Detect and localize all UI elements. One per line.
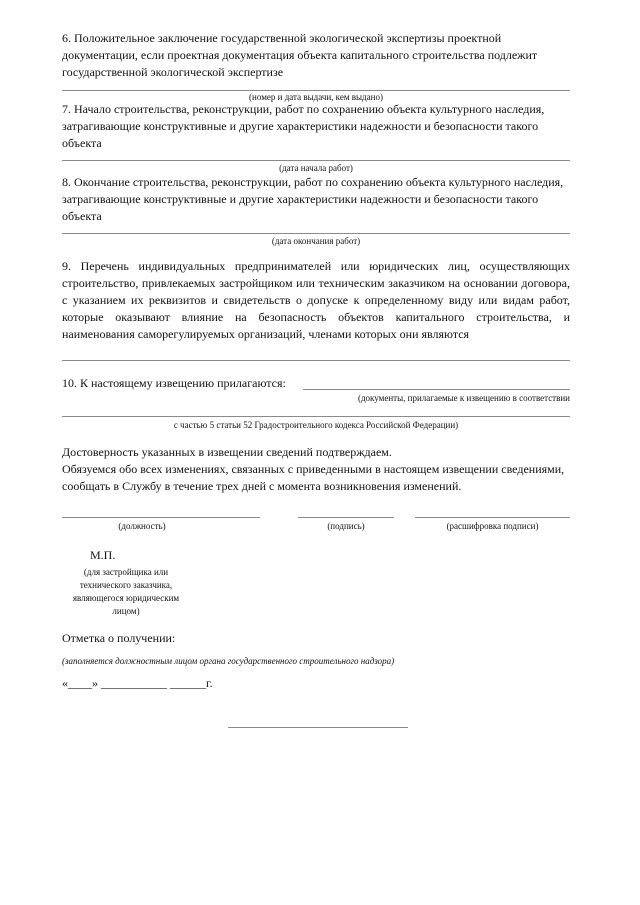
position-line (62, 517, 260, 518)
position-caption: (должность) (118, 521, 166, 531)
item9-line (62, 360, 570, 361)
item10-caption2: с частью 5 статьи 52 Градостроительного кодекса Российской Федерации) (173, 420, 459, 430)
item7-text: 7. Начало строительства, реконструкции, работ по сохранению объекта культурного наследия, затрагивающие конструктивные и другие характеристики надежности и безопасности такого объекта (62, 102, 545, 150)
sign-line (298, 517, 394, 518)
bottom-divider (228, 727, 408, 728)
receipt-date-line: «____» ___________ ______г. (62, 676, 213, 690)
receipt-title: Отметка о получении: (62, 631, 176, 645)
decode-caption: (расшифровка подписи) (446, 521, 539, 531)
item7-caption: (дата начала работ) (279, 163, 353, 173)
receipt-note: (заполняется должностным лицом органа государственного строительного надзора) (62, 656, 395, 666)
item6-line (62, 90, 570, 91)
item6-caption: (номер и дата выдачи, кем выдано) (249, 92, 383, 102)
item8-line (62, 233, 570, 234)
item7-line (62, 160, 570, 161)
item10-line2 (62, 416, 570, 417)
confirm-line1: Достоверность указанных в извещении сведений подтверждаем. (62, 445, 392, 459)
decode-line (415, 517, 570, 518)
item8-text: 8. Окончание строительства, реконструкции, работ по сохранению объекта культурного наследия, затрагивающие конструктивные и другие характеристики надежности и безопасности такого объекта (62, 175, 564, 223)
item9-text: 9. Перечень индивидуальных предпринимателей или юридических лиц, осуществляющих строительство, привлекаемых застройщиком или техническим заказчиком на основании договора, с указанием их реквизитов и свидетельств о допуске к определенному виду или видам работ, которые оказывают влияние на безопасность объектов капитального строительства, и наименования саморегулируемых организаций, членами которых они являются (62, 259, 570, 341)
item10-caption1: (документы, прилагаемые к извещению в соответствии (357, 393, 570, 403)
stamp-note: (для застройщика или технического заказчика, являющегося юридическим лицом) (72, 567, 180, 616)
item8-caption: (дата окончания работ) (271, 236, 361, 246)
confirm-line2: Обязуемся обо всех изменениях, связанных с приведенными в настоящем извещении сведениями, сообщать в Службу в течение трех дней с момента возникновения изменений. (62, 462, 565, 493)
sign-caption: (подпись) (327, 521, 365, 531)
item10-text: 10. К настоящему извещению прилагаются: (62, 376, 286, 390)
item6-text: 6. Положительное заключение государственной экологической экспертизы проектной документации, если проектная документация объекта капитального строительства подлежит государственной экологической экспертизе (62, 31, 538, 79)
stamp-label: М.П. (90, 548, 116, 562)
item10-line (303, 389, 570, 390)
